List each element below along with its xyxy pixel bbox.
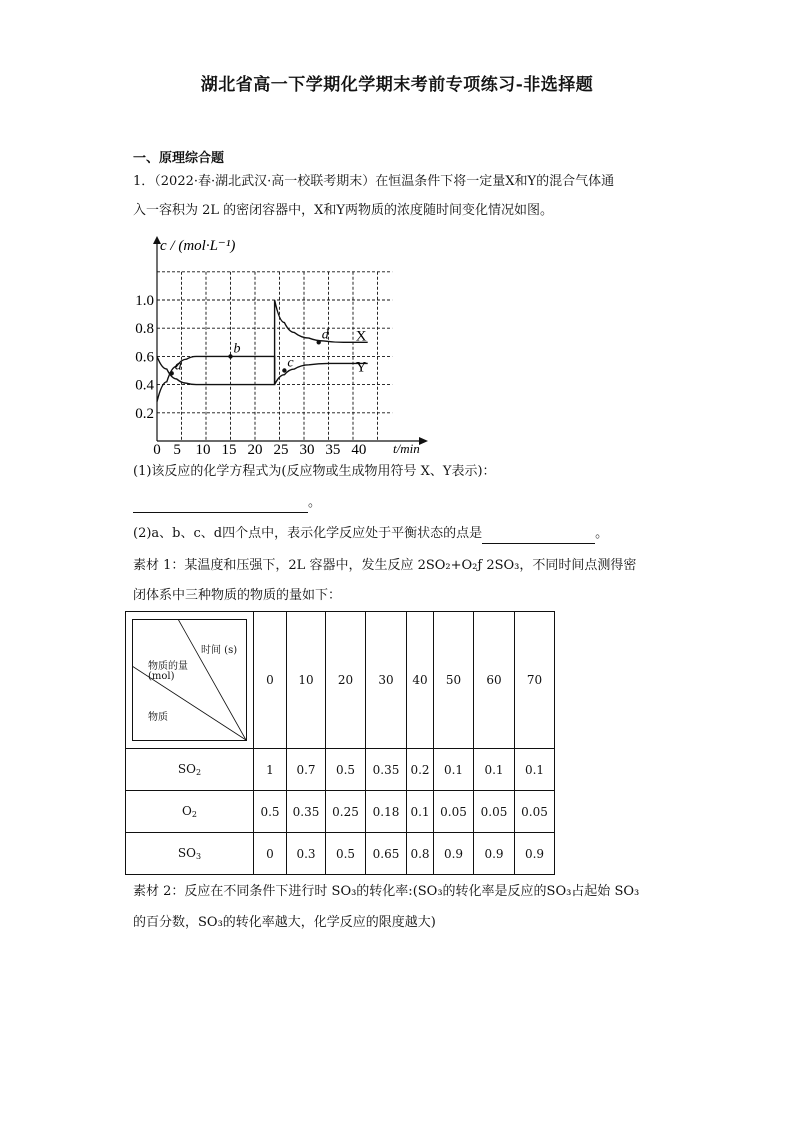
substance-cell: $SO_2$ [126,749,254,791]
x-tick-label: 0 [153,442,161,458]
series-line-x [157,300,368,385]
y-tick-label: 0.4 [135,377,154,394]
corner-cell [126,612,254,749]
x-tick-label: 30 [299,442,315,458]
value-cell: 0.5 [326,749,366,791]
value-cell: 0 [254,833,287,875]
value-cell: 0.05 [434,791,474,833]
time-cell: 50 [434,612,474,749]
section-heading: 一、原理综合题 [133,151,225,166]
material-1-line-2: 闭体系中三种物质的物质的量如下： [133,588,342,603]
value-cell: 0.2 [407,749,434,791]
table-row [126,749,555,791]
table-row [126,791,555,833]
value-cell: 1 [254,749,287,791]
part-2-text: (2)a、b、c、d四个点中，表示化学反应处于平衡状态的点是 [133,526,483,541]
corner-time-label: 时间 (s) [201,645,238,656]
value-cell: 0.35 [366,749,407,791]
x-tick-label: 10 [195,442,211,458]
value-cell: 0.3 [287,833,326,875]
point-label-d: d [321,327,329,343]
y-axis-label: c / (mol·L⁻¹) [160,238,236,254]
question-1-part-2 [133,524,608,544]
value-cell: 0.1 [407,791,434,833]
series-label-x: X [355,328,367,345]
corner-substance-label: 物质 [148,712,168,723]
x-tick-label: 25 [273,442,289,458]
point-label-b: b [233,341,241,357]
corner-unit-label: (mol) [148,671,175,682]
value-cell: 0.9 [474,833,515,875]
x-tick-label: 20 [247,442,263,458]
time-cell: 40 [407,612,434,749]
time-cell: 0 [254,612,287,749]
x-tick-label: 35 [325,442,341,458]
y-tick-label: 1.0 [135,293,154,309]
point-marker-c [282,368,286,372]
value-cell: 0.8 [407,833,434,875]
point-label-c: c [287,355,294,371]
value-cell: 0.9 [515,833,555,875]
chart-series [157,300,368,402]
value-cell: 0.05 [515,791,555,833]
x-tick-labels [153,442,366,458]
y-tick-label: 0.8 [135,321,154,338]
substance-cell: $O_2$ [126,791,254,833]
question-1-line-2: 入一容积为 2L 的密闭容器中，X和Y两物质的浓度随时间变化情况如图。 [133,203,554,218]
value-cell: 0.7 [287,749,326,791]
value-cell: 0.05 [474,791,515,833]
time-cell: 70 [515,612,555,749]
value-cell: 0.18 [366,791,407,833]
series-label-y: Y [355,359,367,376]
value-cell: 0.5 [326,833,366,875]
y-tick-labels [135,293,154,422]
point-marker-d [317,340,321,344]
material-1-line-1: 素材 1：某温度和压强下，2L 容器中，发生反应 2SO₂+O₂ƒ 2SO₃，不同时间点测得密 [133,558,637,573]
value-cell: 0.65 [366,833,407,875]
value-cell: 0.1 [474,749,515,791]
substance-cell: $SO_3$ [126,833,254,875]
question-1-line-1: 1．（2022·春·湖北武汉·高一校联考期末）在恒温条件下将一定量X和Y的混合气体通 [133,174,615,189]
value-cell: 0.9 [434,833,474,875]
chart-axes [153,236,428,445]
answer-line-1[interactable] [133,493,321,513]
point-marker-a [170,371,174,375]
question-1-part-1: (1)该反应的化学方程式为(反应物或生成物用符号 X、Y表示)： [133,464,496,479]
answer-blank-1[interactable] [133,498,308,513]
material-2-line-2: 的百分数，SO₃的转化率越大，化学反应的限度越大) [133,915,436,930]
x-tick-label: 15 [221,442,237,458]
x-tick-label: 40 [351,442,367,458]
y-tick-label: 0.2 [135,405,154,422]
part-2-end: 。 [595,526,609,541]
series-line-y [157,356,368,401]
y-tick-label: 0.6 [135,349,154,366]
time-cell: 30 [366,612,407,749]
page-title: 湖北省高一下学期化学期末考前专项练习-非选择题 [200,75,594,95]
point-label-a: a [174,358,182,374]
corner-amount-label: 物质的量 [148,661,188,672]
x-tick-label: 5 [173,442,181,458]
amount-table [125,611,555,875]
answer-blank-2[interactable] [482,529,595,544]
part-1-end: 。 [308,495,322,510]
x-axis-label: t/min [393,441,420,456]
value-cell: 0.1 [434,749,474,791]
point-labels [170,327,330,375]
time-cell: 20 [326,612,366,749]
value-cell: 0.35 [287,791,326,833]
concentration-chart [130,228,440,458]
table-row [126,833,555,875]
time-cell: 10 [287,612,326,749]
value-cell: 0.25 [326,791,366,833]
point-marker-b [228,354,232,358]
time-cell: 60 [474,612,515,749]
value-cell: 0.5 [254,791,287,833]
x-axis-arrow [419,437,428,445]
material-2-line-1: 素材 2：反应在不同条件下进行时 SO₃的转化率:(SO₃的转化率是反应的SO₃占起始 SO₃ [133,884,640,899]
value-cell: 0.1 [515,749,555,791]
table-header-row [126,612,555,749]
